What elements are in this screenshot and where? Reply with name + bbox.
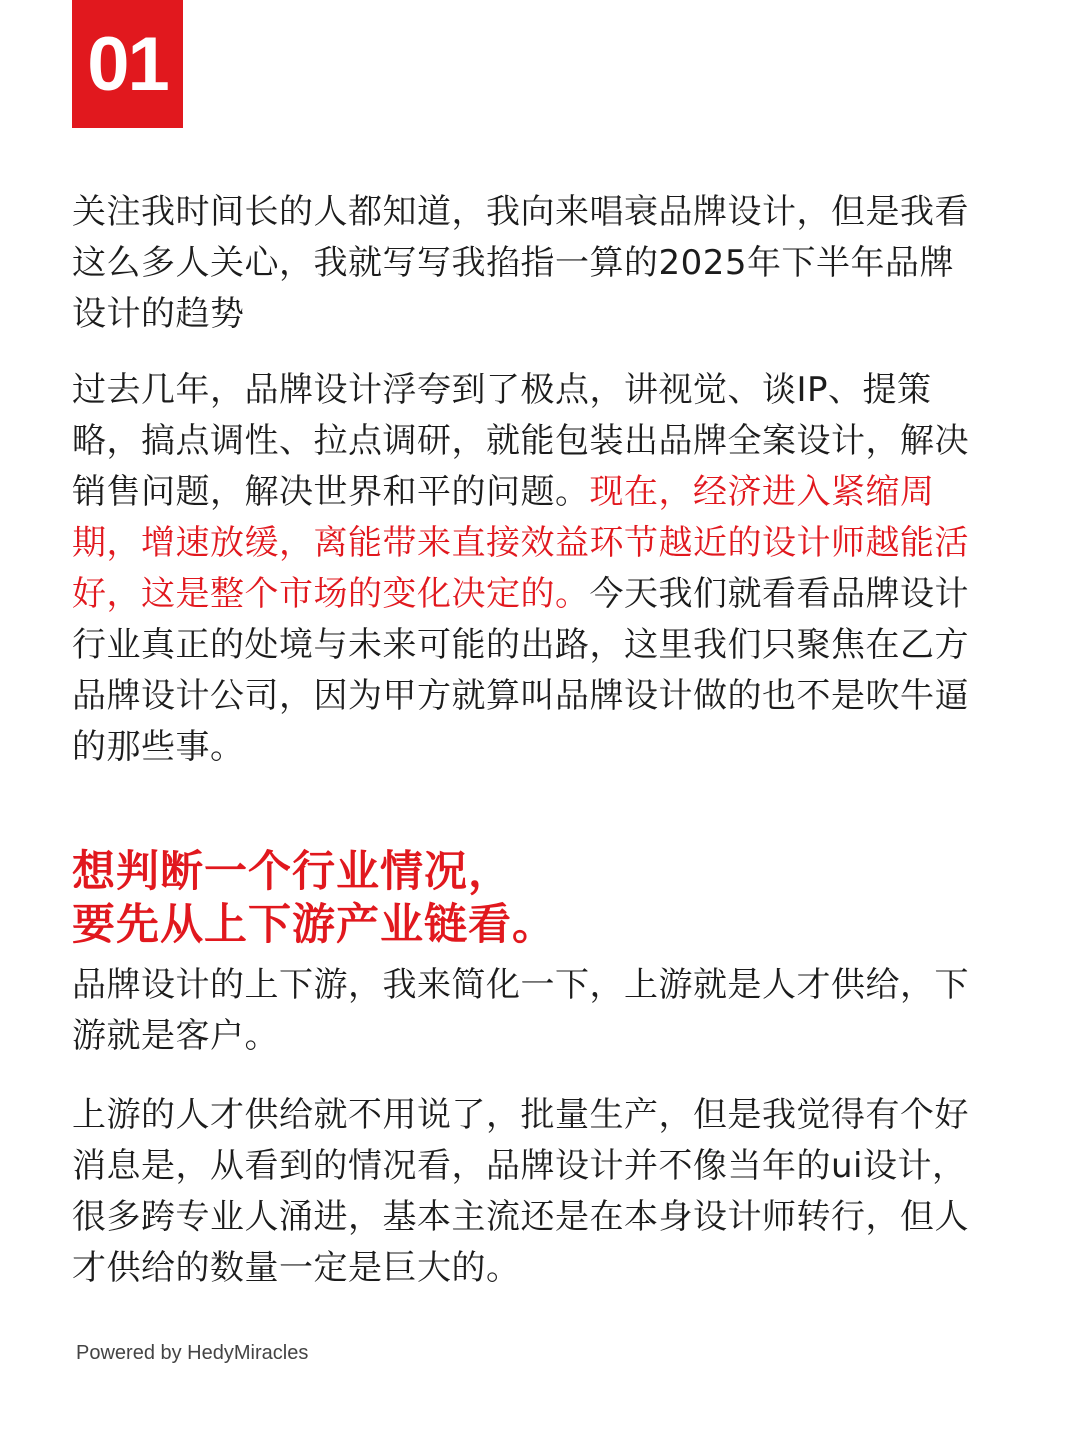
section-number-badge bbox=[72, 0, 183, 128]
heading-line-2: 要先从上下游产业链看。 bbox=[72, 900, 556, 950]
section-number: 01 bbox=[87, 21, 168, 107]
past-text-after: 今天我们就看看品牌设计行业真正的处境与未来可能的出路，这里我们只聚焦在乙方品牌设计公司，因为甲方就算叫品牌设计做的也不是吹牛逼的那些事。 bbox=[72, 574, 969, 767]
past-text-before: 过去几年，品牌设计浮夸到了极点，讲视觉、谈IP、提策略，搞点调性、拉点调研，就能包装出品牌全案设计，解决销售问题，解决世界和平的问题。 bbox=[72, 370, 969, 512]
heading-line-1: 想判断一个行业情况， bbox=[72, 847, 512, 897]
footer-credit: Powered by HedyMiracles bbox=[76, 1342, 309, 1364]
past-paragraph bbox=[72, 365, 972, 773]
past-highlight-text: 现在，经济进入紧缩周期，增速放缓，离能带来直接效益环节越近的设计师越能活好，这是整个市场的变化决定的。 bbox=[72, 472, 969, 614]
chain-paragraph: 品牌设计的上下游，我来简化一下，上游就是人才供给，下游就是客户。 bbox=[72, 965, 969, 1056]
intro-paragraph: 关注我时间长的人都知道，我向来唱衰品牌设计，但是我看这么多人关心，我就写写我掐指一算的2025年下半年品牌设计的趋势 bbox=[72, 192, 969, 334]
supply-paragraph: 上游的人才供给就不用说了，批量生产，但是我觉得有个好消息是，从看到的情况看，品牌设计并不像当年的ui设计，很多跨专业人涌进，基本主流还是在本身设计师转行，但人才供给的数量一定是巨大的。 bbox=[72, 1095, 969, 1288]
section-heading bbox=[72, 846, 972, 952]
